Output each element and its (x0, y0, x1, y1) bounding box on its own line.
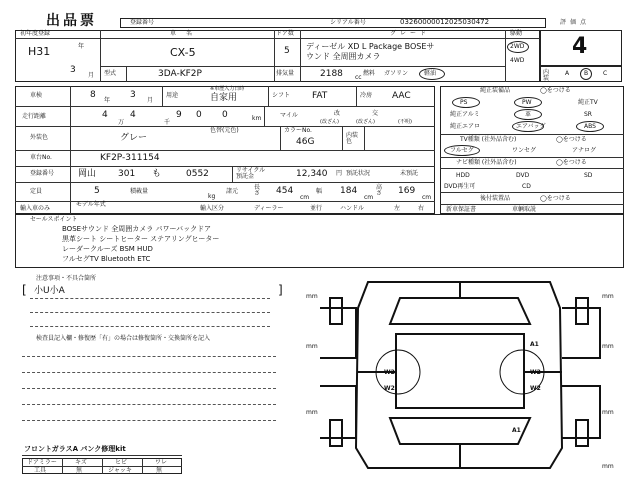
meter-option-0: 改 (334, 110, 341, 117)
aircon-label: 冷房 (360, 92, 373, 99)
load-label: 積載量 (130, 188, 149, 195)
check-value-1: 無 (76, 467, 83, 474)
aftermarket-option-1: 車輌取説 (512, 206, 537, 213)
import-label: 輸入車のみ (20, 205, 51, 212)
mileage-digit-3: 0 (196, 110, 202, 120)
mm-unit-tr: mm (602, 293, 614, 300)
recycle-label: リサイクル預託金 (236, 167, 266, 180)
chassis-label: 車台No. (30, 154, 52, 161)
capacity-label: 定員 (30, 188, 43, 195)
import-option-2: ハンドル (340, 205, 365, 212)
navi-option-1: DVD (516, 172, 530, 179)
plate-number: 0552 (186, 169, 209, 179)
exhibitor-label: 登録番号 (130, 19, 155, 26)
damage-mark-5: A1 (512, 427, 521, 434)
check-value-3: 無 (156, 467, 163, 474)
color-change-label: 色替(元色) (210, 127, 239, 134)
shift-value: FAT (312, 91, 328, 101)
grade-line1: ディーゼル XD L Package BOSEサ (306, 42, 435, 51)
month-value: 3 (70, 65, 76, 75)
mm-unit-br: mm (602, 409, 614, 416)
grade-label: グレード (390, 30, 431, 37)
inspection-year-unit: 年 (104, 97, 111, 104)
navi-option-0: HDD (456, 172, 470, 179)
sales-line-2: レーダークルーズ BSM HUD (62, 245, 153, 253)
height-value: 169 (398, 186, 416, 196)
mileage-digit-2: 9 (176, 110, 182, 120)
fuel-selected: 軽油 (424, 70, 437, 77)
first-reg-label: 初年度登録 (20, 30, 51, 37)
era-year: H31 (28, 45, 51, 58)
caution-text: 小U小A (34, 286, 65, 296)
equip-ps: PS (460, 99, 468, 106)
inspection-month-unit: 月 (147, 97, 154, 104)
displacement-value: 2188 (320, 69, 343, 79)
import-option-0: ディーラー (254, 205, 284, 212)
meter-note-2: (不明) (398, 119, 412, 125)
equip-pw: PW (522, 99, 532, 106)
aircon-value: AAC (392, 91, 411, 101)
color-no-value: 46G (296, 137, 315, 147)
check-header-1: キズ (75, 459, 87, 466)
inspection-year: 8 (90, 90, 96, 100)
meter-label: マイル (280, 112, 298, 119)
import-type-label: 輸入区分 (200, 205, 225, 212)
recycle-unit: 円 (336, 170, 343, 177)
recycle-value: 12,340 (296, 169, 328, 179)
check-value-2: ジャッキ (108, 467, 132, 474)
caution-bracket-r: ] (278, 283, 283, 297)
sales-line-3: フルセグTV Bluetooth ETC (62, 255, 151, 263)
mileage-digit-0: 4 (102, 110, 108, 120)
meter-note-0: (改ざん) (320, 119, 339, 125)
sales-line-0: BOSEサウンド 全周囲カメラ パワーバックドア (62, 225, 211, 233)
displacement-unit: cc (355, 74, 362, 81)
usage-label: 用途 (166, 92, 179, 99)
model-year-label: モデル年式 (76, 201, 106, 208)
sales-points-label: セールスポイント (30, 216, 78, 223)
import-option-3: 左 (394, 205, 401, 212)
width-label: 幅 (316, 188, 323, 195)
damage-mark-2: W2 (530, 369, 541, 376)
damage-mark-0: A1 (530, 341, 539, 348)
aftermarket-circle-mark: ◯をつける (540, 195, 571, 202)
mm-unit-mr: mm (602, 343, 614, 350)
name-label: 車名 (170, 30, 203, 37)
tv-label: TV種類 (社外品含む) (460, 136, 517, 143)
month-suffix: 月 (88, 72, 95, 79)
navi-option-2: SD (584, 172, 593, 179)
caution-bracket-l: [ (22, 283, 27, 297)
width-unit: cm (364, 194, 374, 201)
fuel-label: 燃料 (363, 70, 376, 77)
mm-unit-bl: mm (306, 409, 318, 416)
recycle-status-label: 預託状況 (346, 170, 371, 177)
color-label: 外装色 (30, 134, 49, 141)
navi-circle-mark: ◯をつける (556, 159, 587, 166)
car-damage-diagram (300, 268, 626, 476)
tv-option-0: フルセグ (450, 147, 474, 154)
tv-option-2: アナログ (572, 147, 597, 154)
size-label: 諸元 (226, 188, 239, 195)
mm-unit-tl: mm (306, 293, 318, 300)
import-option-4: 右 (418, 205, 425, 212)
name-value: CX-5 (170, 46, 196, 59)
color-value: グレー (120, 133, 148, 143)
grade-eval-label: 評価点 (560, 19, 591, 26)
interior-label: 内装 (543, 69, 550, 82)
mileage-digit-1: 4 (130, 110, 136, 120)
doors-label: ドア数 (276, 30, 294, 37)
mileage-unit: km (252, 115, 262, 122)
recycle-status-value: 未預託 (400, 170, 419, 177)
year-suffix: 年 (78, 43, 85, 50)
height-label: 高さ (376, 184, 383, 197)
navi-option-4: CD (522, 183, 531, 190)
navi-option-3: DVD再生可 (444, 183, 476, 190)
meter-option-1: 交 (372, 110, 379, 117)
mm-unit-bottom: mm (602, 463, 614, 470)
equip-sr: SR (584, 111, 592, 118)
tv-circle-mark: ◯をつける (556, 136, 587, 143)
height-unit: cm (422, 194, 432, 201)
chassis-value: KF2P-311154 (100, 153, 160, 163)
mileage-man: 万 (118, 119, 125, 126)
equipment-circle-mark: ◯をつける (540, 87, 571, 94)
plate-kana: も (152, 169, 162, 179)
aftermarket-label: 後付装置品 (480, 195, 511, 202)
interior-grade-b: B (584, 70, 589, 77)
equipment-title: 純正装備品 (480, 87, 511, 94)
check-header-0: ドアミラー (27, 459, 57, 466)
check-value-0: 工具 (34, 467, 47, 474)
displacement-label: 排気量 (276, 70, 295, 77)
page-title: 出品票 (46, 13, 97, 29)
length-label: 長さ (254, 184, 261, 197)
mm-unit-ml: mm (306, 343, 318, 350)
import-option-1: 並行 (310, 205, 323, 212)
tv-option-1: ワンセグ (512, 147, 537, 154)
fuel-value: ガソリン (384, 70, 409, 77)
meter-note-1: (改ざん) (356, 119, 375, 125)
equip-abs: ABS (584, 123, 596, 130)
capacity-value: 5 (94, 186, 100, 196)
drive-selected: 2WD (510, 43, 525, 50)
interior-grade-c: C (603, 70, 608, 77)
sales-line-1: 黒革シート シートヒーター ステアリングヒーター (62, 235, 220, 243)
plate-class: 301 (118, 169, 136, 179)
check-header-3: ワレ (155, 459, 168, 466)
plate-region: 岡山 (78, 169, 97, 179)
inspection-month: 3 (130, 90, 136, 100)
drive-label: 駆動 (510, 30, 523, 37)
check-header-2: ヒビ (115, 459, 128, 466)
damage-mark-1: W2 (384, 369, 395, 376)
serial-number: 03260000012025030472 (400, 18, 490, 26)
load-unit: kg (208, 193, 216, 200)
caution-label: 注意事項・不具合箇所 (36, 275, 97, 282)
navi-label: ナビ種類 (社外品含む) (456, 159, 517, 166)
mileage-label: 走行距離 (22, 113, 47, 120)
interior-grade-a: A (565, 70, 570, 77)
shift-label: シフト (272, 92, 291, 99)
color-no-label: カラーNo. (284, 127, 312, 134)
plate-label: 登録番号 (30, 170, 55, 177)
equip-aero: 純正エアロ (450, 123, 481, 130)
interior-color-label: 内装色 (346, 132, 359, 145)
inspection-label: 車検 (30, 92, 43, 99)
width-value: 184 (340, 186, 358, 196)
equip-alloy: 純正アルミ (450, 111, 480, 118)
usage-value: 自家用 (210, 93, 238, 103)
length-value: 454 (276, 186, 294, 196)
inspector-label: 検査員記入欄・修復歴「有」の場合は修復箇所・交換箇所を記入 (36, 335, 211, 342)
equip-leather: 革 (525, 111, 532, 118)
equip-airbag: エアバッグ (516, 123, 546, 130)
windshield-text: フロントガラスA パンク修理kit (24, 445, 126, 453)
grade-line2: ウンド 全周囲カメラ (306, 52, 381, 61)
id-label: シリアル番号 (330, 19, 366, 26)
model-value: 3DA-KF2P (158, 69, 202, 79)
damage-mark-4: W2 (530, 385, 541, 392)
model-label: 型式 (104, 70, 117, 77)
aftermarket-option-0: 新車保証書 (446, 206, 477, 213)
mileage-digit-4: 0 (222, 110, 228, 120)
equip-tv: 純正TV (578, 99, 598, 106)
notes-note: ※車歴入力日時 (210, 86, 245, 92)
damage-mark-3: W2 (384, 385, 395, 392)
mileage-sen: 千 (164, 119, 171, 126)
doors-value: 5 (284, 46, 290, 56)
grade-eval-value: 4 (572, 34, 588, 59)
drive-other: 4WD (510, 57, 525, 64)
length-unit: cm (300, 194, 310, 201)
